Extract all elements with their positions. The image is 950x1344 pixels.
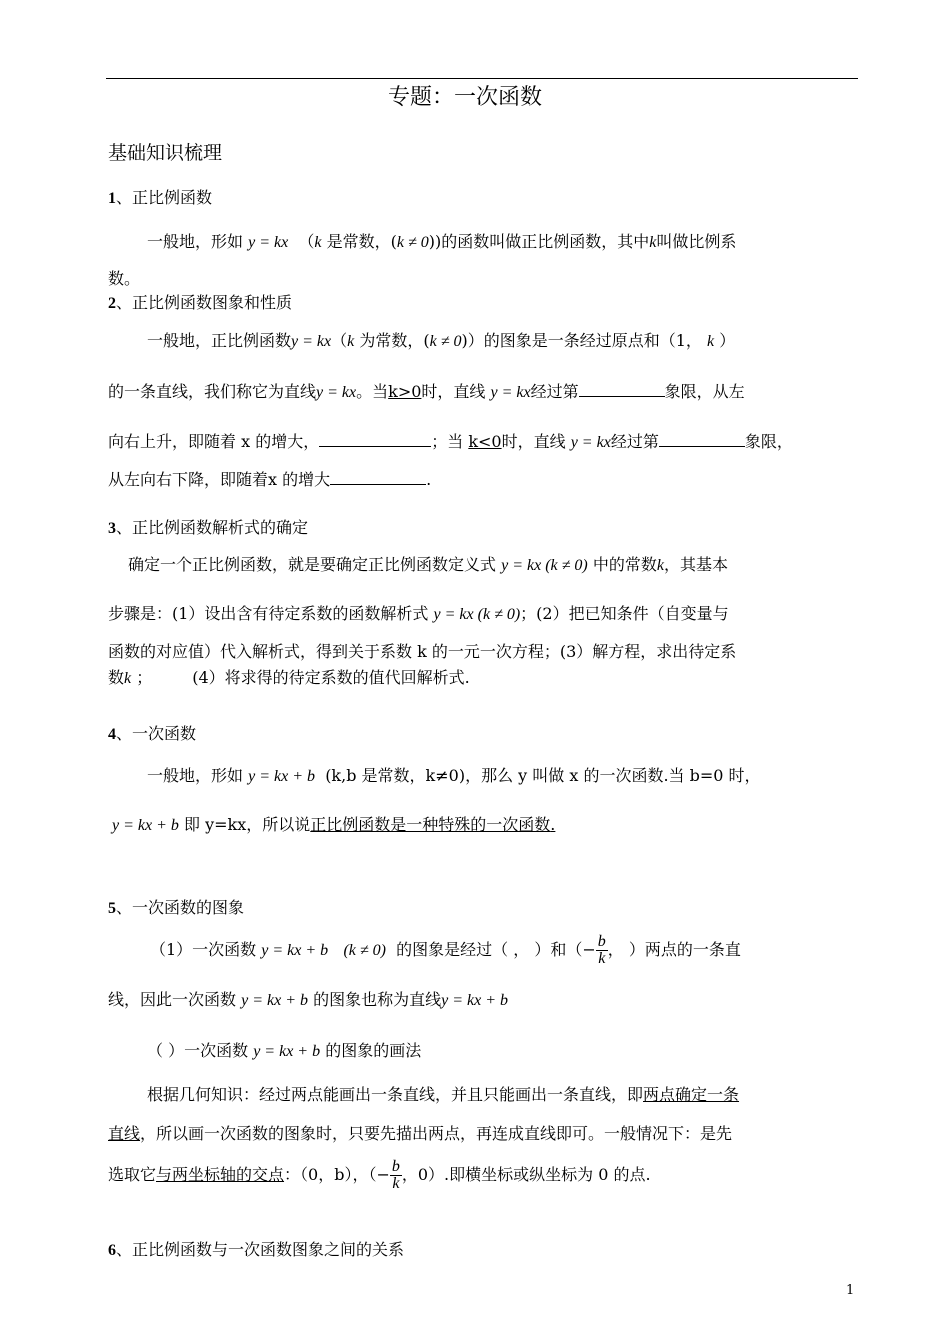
s3-para-line-3 [108,642,736,662]
text: 。当 [356,382,389,401]
heading-text: 、正比例函数解析式的确定 [116,518,309,537]
fraction-b-over-k [390,1159,402,1192]
s4-para-line-1 [147,766,761,787]
heading-number: 1 [108,190,116,207]
text: 根据几何知识：经过两点能画出一条直线，并且只能画出一条直线，即 [147,1085,644,1104]
math: y = kx (k ≠ 0) [433,606,521,623]
math: y = kx + b [441,992,509,1009]
math: k [124,670,132,687]
math: y = kx + b [112,817,179,834]
fill-blank-quadrants-2[interactable] [659,430,745,447]
heading-6 [108,1240,404,1261]
text: 是常数，( [326,232,397,251]
key-statement: 正比例函数是一种特殊的一次函数 [310,815,551,834]
text: ，其基本 [663,555,728,574]
text: 经过第 [530,382,579,401]
text: ；(2）把已知条件（自变量与 [520,604,729,623]
s1-para-line-1 [147,232,736,253]
heading-text: 、正比例函数图象和性质 [116,293,293,312]
page-number: 1 [846,1283,855,1298]
s1-para-line-2 [108,269,140,289]
math: y = kx [248,234,289,251]
text: ； [136,668,153,687]
key-statement: 与两坐标轴的交点 [156,1165,285,1184]
s5-para-line-4 [147,1085,739,1105]
heading-text: 、正比例函数与一次函数图象之间的关系 [116,1240,405,1259]
heading-number: 2 [108,295,116,312]
text: 确定一个正比例函数，就是要确定正比例函数定义式 [128,555,497,574]
heading-text: 、正比例函数 [116,188,213,207]
fill-blank-quadrants-1[interactable] [579,380,665,397]
text: (k,b 是常数，k≠0)，那么 y 叫做 x 的一次函数.当 b=0 时， [325,766,761,785]
text: 线，因此一次函数 [108,990,237,1009]
s2-para-line-3 [108,430,793,453]
fraction-denominator: k [392,1175,400,1192]
text: . [426,470,432,489]
heading-4 [108,724,196,745]
text: 时，直线 [501,432,566,451]
text: 的图象是经过（ ， ）和（ [396,940,583,959]
math: k [707,333,715,350]
key-statement: 直线 [108,1124,141,1143]
s5-para-line-1 [150,930,741,971]
heading-number: 3 [108,520,116,537]
s5-para-line-2 [108,990,508,1011]
text: 一般地，形如 [147,232,244,251]
math: y = kx [490,384,531,401]
subtitle-text: 基础知识梳理 [108,142,223,164]
heading-3 [108,518,308,539]
math: y = kx + b [253,1043,321,1060]
math: y = kx [291,333,332,350]
heading-number: 6 [108,1242,116,1259]
math: y = kx (k ≠ 0) [501,557,588,574]
condition-k-positive: k>0 [388,382,422,401]
text: （ [331,331,348,350]
text: 步骤是：(1）设出含有待定系数的函数解析式 [108,604,429,623]
text: 象限，从左 [664,382,745,401]
math: (k ≠ 0) [343,942,386,959]
key-statement: 两点确定一条 [643,1085,740,1104]
fraction-numerator: b [391,1158,400,1175]
math: k ≠ 0 [429,333,462,350]
math: y = kx [570,434,611,451]
text: 的图象也称为直线 [313,990,442,1009]
text: 时，直线 [421,382,486,401]
text: (4）将求得的待定系数的值代回解析式. [192,668,470,687]
minus-sign: − [582,940,596,959]
s5-para-line-5 [108,1124,732,1144]
heading-number: 5 [108,900,116,917]
text: ， ）两点的一条直 [607,940,741,959]
text: 向右上升，即随着 x 的增大， [108,432,320,451]
fraction-denominator: k [598,950,606,967]
text: 的一条直线，我们称它为直线 [108,382,317,401]
title-text: 专题：一次函数 [388,85,543,110]
text: ))的函数叫做正比例函数，其中 [428,232,650,251]
heading-text: 、一次函数的图象 [116,898,245,917]
text: 一般地，正比例函数 [147,331,292,350]
heading-2 [108,293,292,314]
text: ；当 [431,432,464,451]
s3-para-line-1 [128,555,728,576]
condition-k-negative: k<0 [468,432,502,451]
heading-5 [108,898,244,919]
s3-para-line-2 [108,604,729,625]
text: ：（0，b），（ [284,1165,377,1184]
text: ，所以画一次函数的图象时，只要先描出两点，再连成直线即可。一般情况下：是先 [140,1124,733,1143]
s3-para-line-4 [108,668,470,689]
header-rule [106,78,858,79]
text: )）的图象是一条经过原点和（1， [461,331,702,350]
s2-para-line-2 [108,380,745,403]
fraction-b-over-k [596,934,608,967]
text: 叫做比例系 [656,232,737,251]
text: （ ）一次函数 [147,1041,249,1060]
fraction-numerator: b [597,933,606,950]
math: k [649,234,657,251]
text: 中的常数 [592,555,657,574]
text: 为常数，( [359,331,430,350]
heading-number: 4 [108,726,116,743]
text: 象限， [744,432,793,451]
math: k [314,234,322,251]
minus-sign: − [376,1165,390,1184]
text: 数 [108,668,125,687]
text: 函数的对应值）代入解析式，得到关于系数 k 的一元一次方程；(3）解方程，求出待定系 [108,642,737,661]
math: y = kx + b [261,942,329,959]
text: 一般地，形如 [147,766,244,785]
s5-para-line-6 [108,1155,651,1195]
math: y = kx + b [248,768,316,785]
text: （1）一次函数 [150,940,257,959]
text: 即 y=kx，所以说 [184,815,311,834]
text: ，0）.即横坐标或纵坐标为 0 的点. [401,1165,651,1184]
text: 从左向右下降，即随着x 的增大 [108,470,331,489]
text: 经过第 [610,432,659,451]
fill-blank-increase[interactable] [319,430,431,447]
page-title [388,85,543,110]
text: 的图象的画法 [325,1041,422,1060]
math: k [656,557,664,574]
math: k ≠ 0 [396,234,429,251]
math: k [347,333,355,350]
section-overview-heading [108,143,222,163]
text: ） [719,331,736,350]
text: 数。 [108,269,141,288]
s2-para-line-4 [108,468,431,490]
fill-blank-decrease[interactable] [330,468,426,485]
s4-para-line-2 [112,815,555,836]
s5-para-line-3 [147,1041,421,1062]
heading-1 [108,188,212,209]
heading-text: 、一次函数 [116,724,197,743]
math: y = kx [316,384,357,401]
math: y = kx + b [241,992,309,1009]
text: . [550,815,556,834]
text: 选取它 [108,1165,157,1184]
s2-para-line-1 [147,331,735,352]
text: （ [298,232,315,251]
